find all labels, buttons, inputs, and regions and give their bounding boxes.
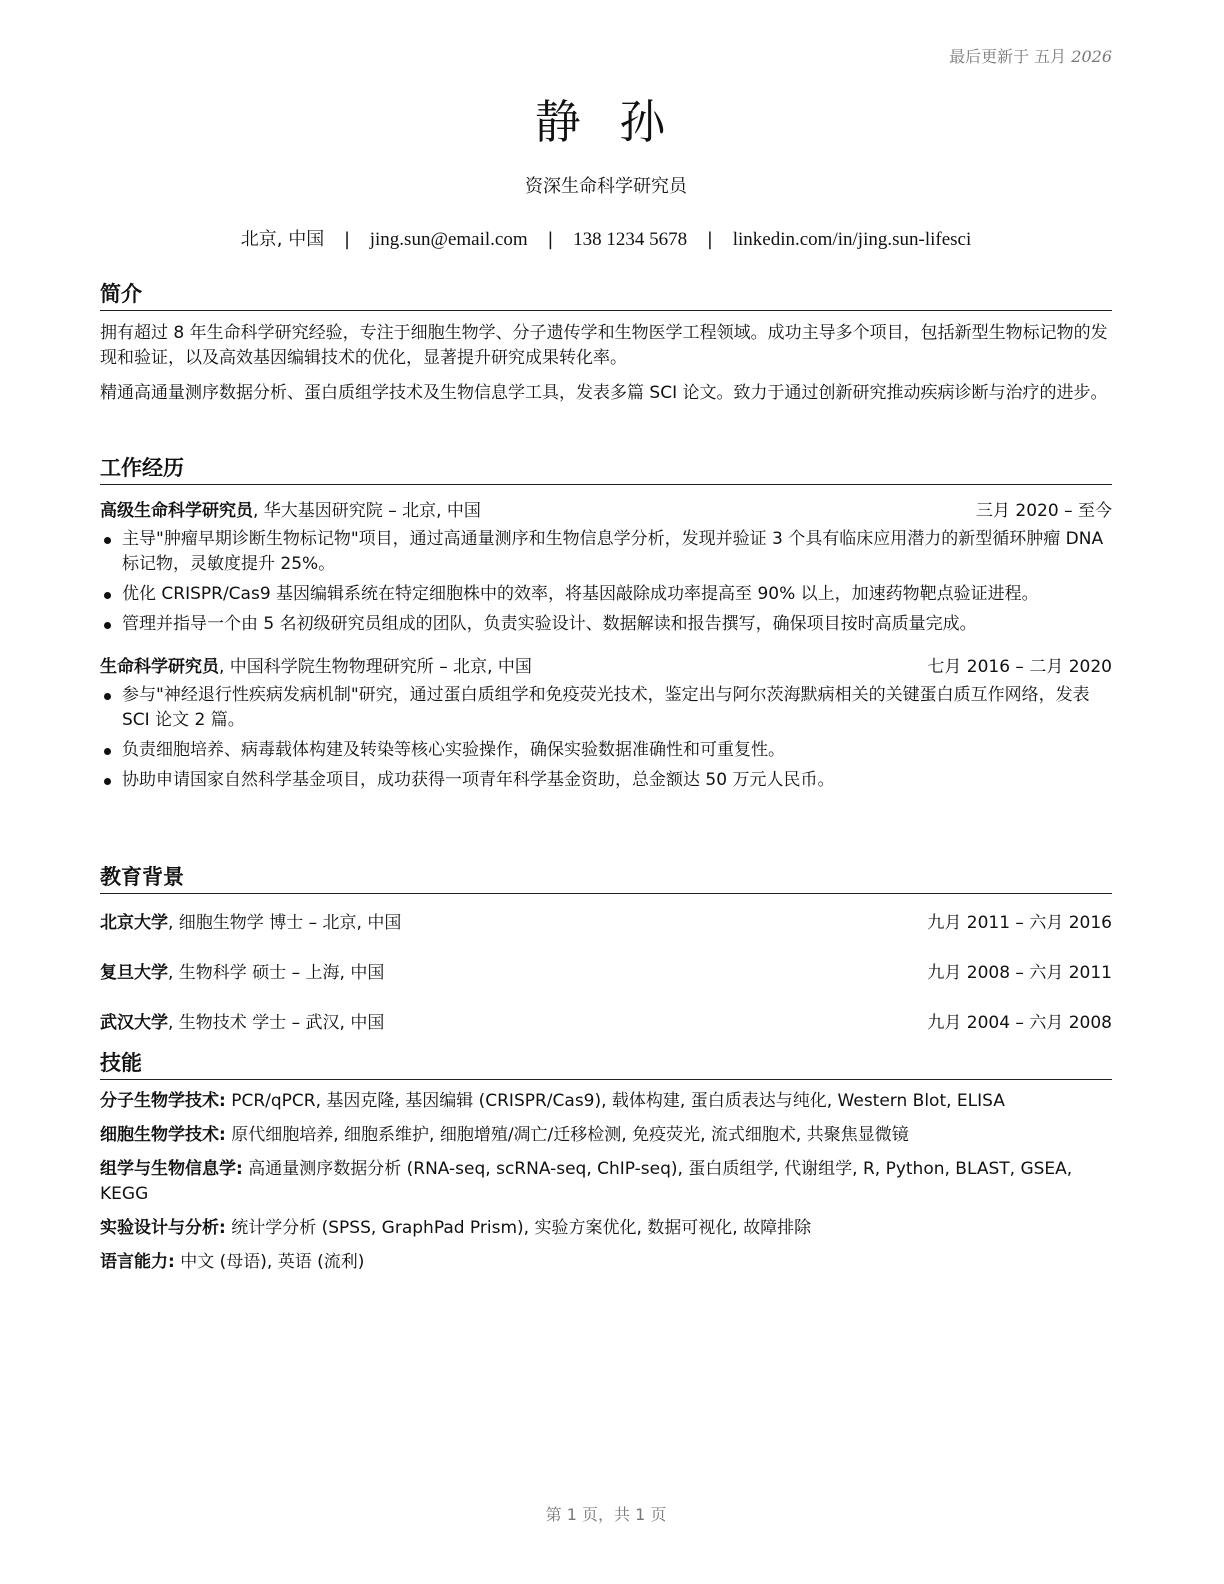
skill-item	[100, 1216, 1112, 1241]
last-updated-year: 2026	[1071, 47, 1112, 66]
job-title: 资深生命科学研究员	[525, 176, 687, 197]
experience-bullet: 管理并指导一个由 5 名初级研究员组成的团队，负责实验设计、数据解读和报告撰写，确保项目按时高质量完成。	[100, 612, 1112, 637]
education-detail: , 生物技术 学士 – 武汉, 中国	[168, 1013, 385, 1033]
skill-value: 统计学分析 (SPSS, GraphPad Prism), 实验方案优化, 数据可视化, 故障排除	[225, 1218, 812, 1238]
skill-item	[100, 1123, 1112, 1148]
skill-value: 高通量测序数据分析 (RNA-seq, scRNA-seq, ChIP-seq), 蛋白质组学, 代谢组学, R, Python, BLAST, GSEA, KEGG	[100, 1159, 1073, 1204]
summary-heading: 简介	[100, 278, 1112, 311]
person-name: 静 孙	[534, 95, 678, 149]
contact-separator: |	[706, 229, 713, 250]
page-footer: 第 1 页，共 1 页	[545, 1505, 667, 1524]
experience-org: , 华大基因研究院 – 北京, 中国	[253, 501, 481, 521]
skill-value: PCR/qPCR, 基因克隆, 基因编辑 (CRISPR/Cas9), 载体构建, 蛋白质表达与纯化, Western Blot, ELISA	[225, 1091, 1005, 1111]
education-dates: 九月 2011 – 六月 2016	[927, 913, 1112, 933]
contact-line	[100, 225, 1112, 251]
education-detail: , 细胞生物学 博士 – 北京, 中国	[168, 913, 402, 933]
summary-section	[100, 278, 1112, 406]
experience-heading: 工作经历	[100, 452, 1112, 485]
experience-bullets	[100, 527, 1112, 637]
last-updated	[949, 44, 1112, 67]
experience-bullet: 主导"肿瘤早期诊断生物标记物"项目，通过高通量测序和生物信息学分析，发现并验证 3 个具有临床应用潜力的新型循环肿瘤 DNA 标记物，灵敏度提升 25%。	[100, 527, 1112, 577]
experience-dates: 三月 2020 – 至今	[976, 501, 1112, 521]
education-school: 武汉大学	[100, 1013, 168, 1033]
experience-org: , 中国科学院生物物理研究所 – 北京, 中国	[219, 657, 532, 677]
experience-section	[100, 452, 1112, 798]
skill-value: 原代细胞培养, 细胞系维护, 细胞增殖/凋亡/迁移检测, 免疫荧光, 流式细胞术, 共聚焦显微镜	[225, 1125, 909, 1145]
contact-linkedin[interactable]: linkedin.com/in/jing.sun-lifesci	[732, 229, 972, 250]
experience-bullet: 协助申请国家自然科学基金项目，成功获得一项青年科学基金资助，总金额达 50 万元人民币。	[100, 768, 1112, 793]
experience-bullet: 优化 CRISPR/Cas9 基因编辑系统在特定细胞株中的效率，将基因敲除成功率提高至 90% 以上，加速药物靶点验证进程。	[100, 582, 1112, 607]
education-school: 北京大学	[100, 913, 168, 933]
experience-role: 生命科学研究员	[100, 657, 219, 677]
summary-paragraph: 拥有超过 8 年生命科学研究经验，专注于细胞生物学、分子遗传学和生物医学工程领域。成功主导多个项目，包括新型生物标记物的发现和验证，以及高效基因编辑技术的优化，显著提升研究成果转化率。	[100, 323, 1108, 368]
experience-entry-header	[100, 497, 1112, 525]
resume-page	[100, 0, 1112, 1584]
education-dates: 九月 2008 – 六月 2011	[927, 963, 1112, 983]
skill-label: 语言能力:	[100, 1252, 175, 1272]
contact-location: 北京, 中国	[240, 229, 325, 250]
education-detail: , 生物科学 硕士 – 上海, 中国	[168, 963, 385, 983]
skill-label: 组学与生物信息学:	[100, 1159, 243, 1179]
last-updated-label: 最后更新于 五月	[949, 47, 1067, 66]
experience-entry	[100, 653, 1112, 793]
experience-bullet: 参与"神经退行性疾病发病机制"研究，通过蛋白质组学和免疫荧光技术，鉴定出与阿尔茨海默病相关的关键蛋白质互作网络，发表 SCI 论文 2 篇。	[100, 683, 1112, 733]
skills-heading: 技能	[100, 1047, 1112, 1080]
contact-separator: |	[547, 229, 554, 250]
education-school: 复旦大学	[100, 963, 168, 983]
experience-entry	[100, 497, 1112, 637]
contact-phone: 138 1234 5678	[573, 229, 688, 250]
education-section	[100, 861, 1112, 1038]
education-dates: 九月 2004 – 六月 2008	[927, 1013, 1112, 1033]
education-heading: 教育背景	[100, 861, 1112, 894]
education-entry	[100, 1008, 1112, 1038]
skill-label: 分子生物学技术:	[100, 1091, 226, 1111]
contact-email[interactable]: jing.sun@email.com	[369, 229, 528, 250]
summary-paragraph: 精通高通量测序数据分析、蛋白质组学技术及生物信息学工具，发表多篇 SCI 论文。致力于通过创新研究推动疾病诊断与治疗的进步。	[100, 383, 1108, 403]
skill-item	[100, 1250, 1112, 1275]
contact-separator: |	[343, 229, 351, 250]
education-entry	[100, 958, 1112, 988]
skill-value: 中文 (母语), 英语 (流利)	[174, 1252, 365, 1272]
experience-entry-header	[100, 653, 1112, 681]
experience-bullets	[100, 683, 1112, 793]
skill-item	[100, 1157, 1112, 1207]
experience-bullet: 负责细胞培养、病毒载体构建及转染等核心实验操作，确保实验数据准确性和可重复性。	[100, 738, 1112, 763]
skill-label: 实验设计与分析:	[100, 1218, 226, 1238]
skills-section	[100, 1047, 1112, 1275]
experience-dates: 七月 2016 – 二月 2020	[927, 657, 1112, 677]
education-entry	[100, 908, 1112, 938]
experience-role: 高级生命科学研究员	[100, 501, 253, 521]
skill-item	[100, 1089, 1112, 1114]
skill-label: 细胞生物学技术:	[100, 1125, 226, 1145]
